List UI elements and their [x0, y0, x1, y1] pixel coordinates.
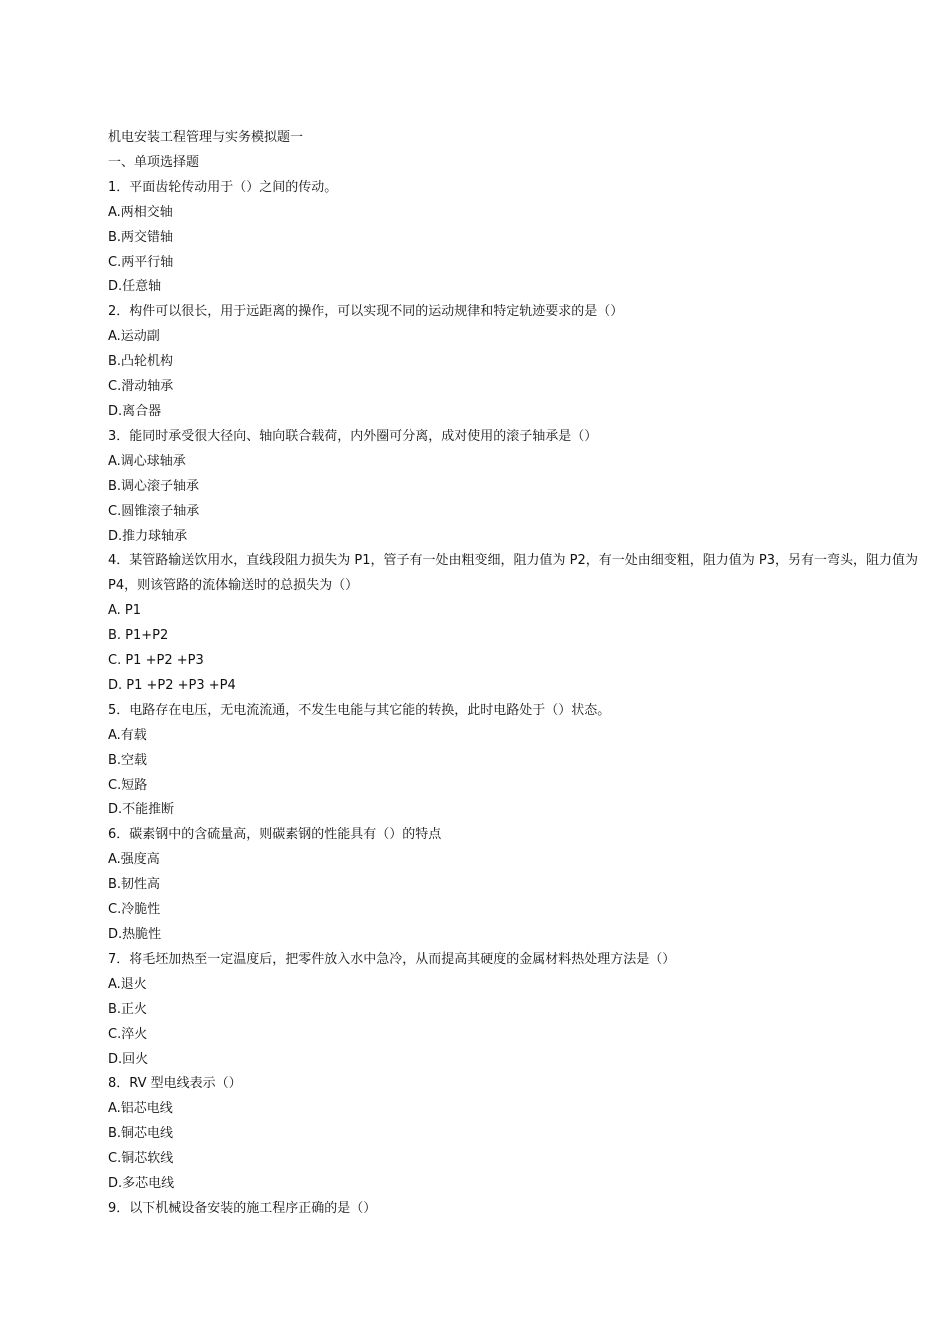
option-c: C. P1 +P2 +P3	[108, 653, 204, 669]
question-stem: 3．能同时承受很大径向、轴向联合载荷，内外圈可分离，成对使用的滚子轴承是（）	[108, 428, 598, 444]
doc-title: 机电安装工程管理与实务模拟题一	[108, 130, 304, 145]
option-b: B.铜芯电线	[108, 1126, 174, 1142]
question-stem: 5．电路存在电压，无电流流通，不发生电能与其它能的转换，此时电路处于（）状态。	[108, 702, 611, 718]
option-b: B.凸轮机构	[108, 354, 174, 370]
document-page	[108, 126, 923, 1222]
option-c: C.两平行轴	[108, 254, 174, 270]
option-b: B.两交错轴	[108, 229, 174, 245]
option-d: D.推力球轴承	[108, 528, 188, 544]
option-d: D.多芯电线	[108, 1176, 175, 1192]
option-b: B.正火	[108, 1001, 148, 1017]
option-a: A.强度高	[108, 852, 160, 868]
option-a: A.两相交轴	[108, 204, 173, 220]
question-6	[108, 823, 923, 948]
option-d: D.回火	[108, 1051, 149, 1067]
question-stem: 9．以下机械设备安装的施工程序正确的是（）	[108, 1200, 377, 1216]
option-a: A.铝芯电线	[108, 1101, 173, 1117]
question-stem: 4．某管路输送饮用水，直线段阻力损失为 P1，管子有一处由粗变细，阻力值为 P2，有一处由细变粗，阻力值为 P3，另有一弯头，阻力值为 P4，则该管路的流体输送时的总损失为（）	[108, 553, 918, 594]
option-d: D.热脆性	[108, 927, 162, 942]
option-d: D. P1 +P2 +P3 +P4	[108, 677, 236, 693]
option-c: C.淬火	[108, 1026, 148, 1042]
option-b: B. P1+P2	[108, 628, 169, 644]
question-3	[108, 425, 923, 550]
option-a: A. P1	[108, 603, 142, 619]
option-d: D.离合器	[108, 403, 162, 419]
question-7	[108, 948, 923, 1073]
question-1	[108, 176, 923, 301]
question-stem: 6．碳素钢中的含硫量高，则碳素钢的性能具有（）的特点	[108, 827, 442, 843]
question-stem: 8．RV 型电线表示（）	[108, 1076, 242, 1092]
option-c: C.铜芯软线	[108, 1151, 174, 1167]
option-c: C.圆锥滚子轴承	[108, 503, 200, 519]
option-c: C.滑动轴承	[108, 379, 174, 395]
question-stem: 7．将毛坯加热至一定温度后，把零件放入水中急冷，从而提高其硬度的金属材料热处理方法是（）	[108, 951, 676, 967]
option-a: A.退火	[108, 976, 147, 992]
option-b: B.空载	[108, 752, 148, 768]
question-4	[108, 549, 923, 698]
option-a: A.有载	[108, 727, 147, 743]
option-c: C.冷脆性	[108, 902, 161, 918]
option-d: D.不能推断	[108, 802, 175, 818]
option-a: A.运动副	[108, 329, 160, 345]
option-d: D.任意轴	[108, 279, 162, 295]
option-b: B.调心滚子轴承	[108, 478, 200, 494]
question-8	[108, 1072, 923, 1197]
question-9	[108, 1197, 923, 1222]
question-stem: 2．构件可以很长，用于远距离的操作，可以实现不同的运动规律和特定轨迹要求的是（）	[108, 304, 624, 320]
question-5	[108, 699, 923, 824]
question-2	[108, 300, 923, 425]
option-c: C.短路	[108, 777, 148, 793]
section-heading: 一、单项选择题	[108, 154, 200, 170]
option-a: A.调心球轴承	[108, 453, 186, 469]
question-stem: 1．平面齿轮传动用于（）之间的传动。	[108, 179, 338, 195]
option-b: B.韧性高	[108, 877, 161, 893]
